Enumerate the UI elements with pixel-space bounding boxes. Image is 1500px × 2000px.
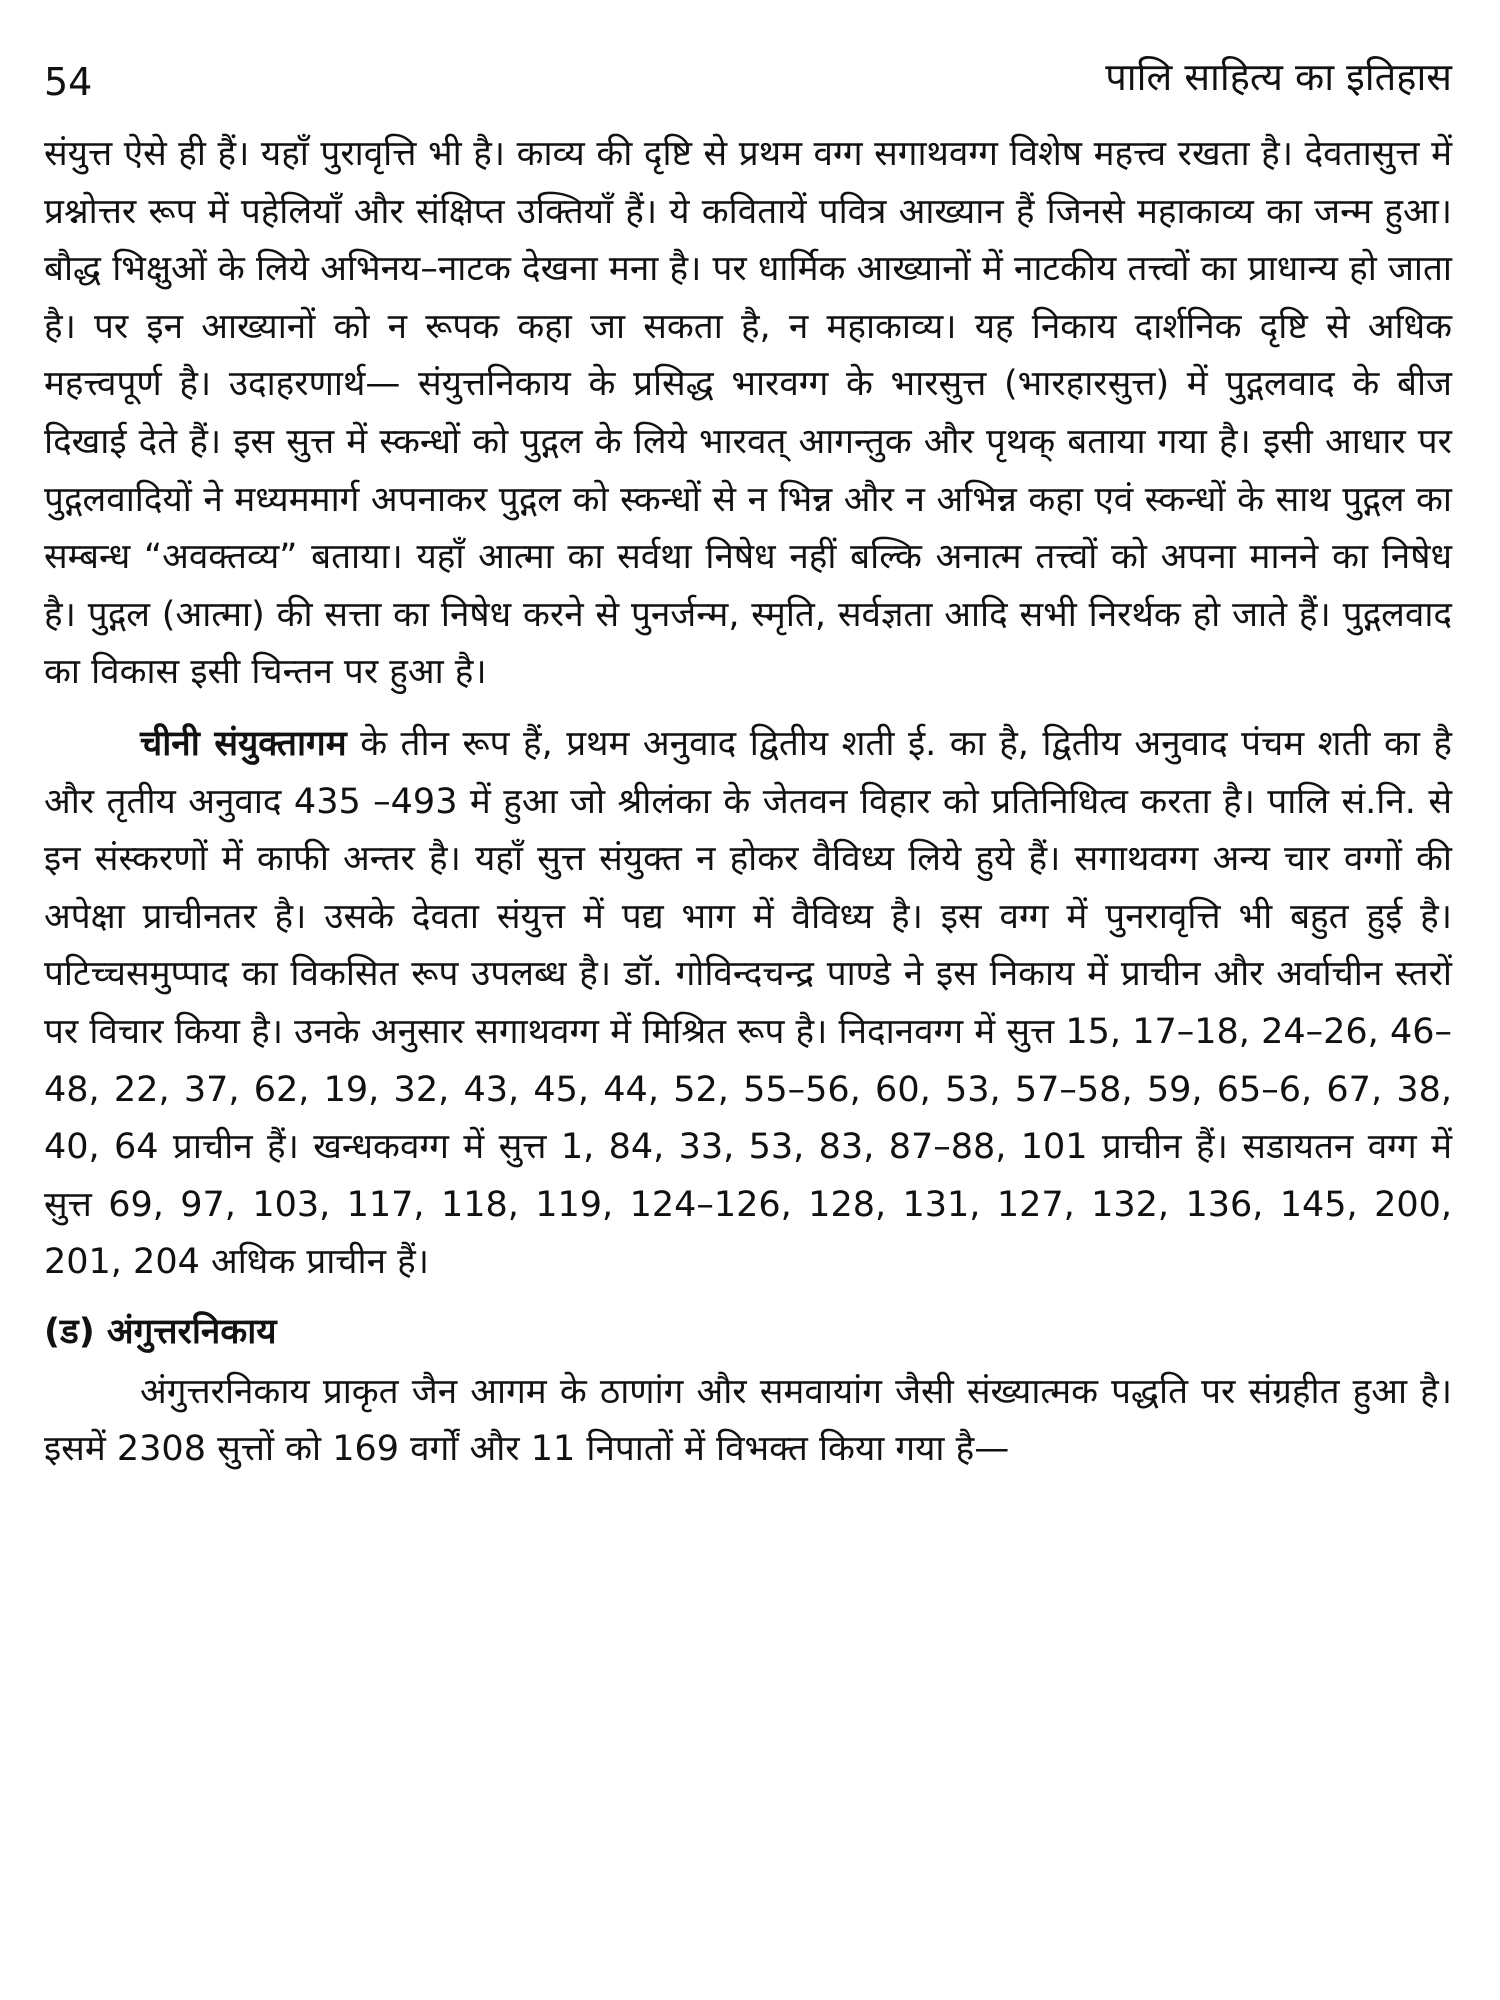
page-number: 54 xyxy=(44,60,93,104)
paragraph-body: के तीन रूप हैं, प्रथम अनुवाद द्वितीय शती ई. का है, द्वितीय अनुवाद पंचम शती का है और तृतीय अनुवाद 435 –493 में हुआ जो श्रीलंका के जेतवन विहार को प्रतिनिधित्व करता है। पालि सं.नि. से इन संस्करणों में काफी अन्तर है। यहाँ सुत्त संयुक्त न होकर वैविध्य लिये हुये हैं। सगाथवग्ग अन्य चार वग्गों की अपेक्षा प्राचीनतर है। उसके देवता संयुत्त में पद्य भाग में वैविध्य है। इस वग्ग में पुनरावृत्ति भी बहुत हुई है। पटिच्चसमुप्पाद का विकसित रूप उपलब्ध है। डॉ. गोविन्दचन्द्र पाण्डे ने इस निकाय में प्राचीन और अर्वाचीन स्तरों पर विचार किया है। उनके अनुसार सगाथवग्ग में मिश्रित रूप है। निदानवग्ग में सुत्त 15, 17–18, 24–26, 46–48, 22, 37, 62, 19, 32, 43, 45, 44, 52, 55–56, 60, 53, 57–58, 59, 65–6, 67, 38, 40, 64 प्राचीन हैं। खन्धकवग्ग में सुत्त 1, 84, 33, 53, 83, 87–88, 101 प्राचीन हैं। सडायतन वग्ग में सुत्त 69, 97, 103, 117, 118, 119, 124–126, 128, 131, 127, 132, 136, 145, 200, 201, 204 अधिक प्राचीन हैं। xyxy=(44,723,1452,1283)
paragraph-chinese-samyuktagama xyxy=(44,716,1452,1292)
running-header xyxy=(44,40,1452,120)
paragraph-samyutta-nikaya: संयुत्त ऐसे ही हैं। यहाँ पुरावृत्ति भी है। काव्य की दृष्टि से प्रथम वग्ग सगाथवग्ग विशेष महत्त्व रखता है। देवतासुत्त में प्रश्नोत्तर रूप में पहेलियाँ और संक्षिप्त उक्तियाँ हैं। ये कवितायें पवित्र आख्यान हैं जिनसे महाकाव्य का जन्म हुआ। बौद्ध भिक्षुओं के लिये अभिनय–नाटक देखना मना है। पर धार्मिक आख्यानों में नाटकीय तत्त्वों का प्राधान्य हो जाता है। पर इन आख्यानों को न रूपक कहा जा सकता है, न महाकाव्य। यह निकाय दार्शनिक दृष्टि से अधिक महत्त्वपूर्ण है। उदाहरणार्थ— संयुत्तनिकाय के प्रसिद्ध भारवग्ग के भारसुत्त (भारहारसुत्त) में पुद्गलवाद के बीज दिखाई देते हैं। इस सुत्त में स्कन्धों को पुद्गल के लिये भारवत् आगन्तुक और पृथक् बताया गया है। इसी आधार पर पुद्गलवादियों ने मध्यममार्ग अपनाकर पुद्गल को स्कन्धों से न भिन्न और न अभिन्न कहा एवं स्कन्धों के साथ पुद्गल का सम्बन्ध “अवक्तव्य” बताया। यहाँ आत्मा का सर्वथा निषेध नहीं बल्कि अनात्म तत्त्वों को अपना मानने का निषेध है। पुद्गल (आत्मा) की सत्ता का निषेध करने से पुनर्जन्म, स्मृति, सर्वज्ञता आदि सभी निरर्थक हो जाते हैं। पुद्गलवाद का विकास इसी चिन्तन पर हुआ है। xyxy=(44,134,1452,693)
bold-term-chinese-samyuktagama: चीनी संयुक्तागम xyxy=(140,723,347,764)
book-title: पालि साहित्य का इतिहास xyxy=(1105,55,1452,99)
section-heading-anguttara-nikaya: (ड) अंगुत्तरनिकाय xyxy=(44,1311,277,1352)
book-page xyxy=(44,40,1452,1980)
paragraph-anguttara-nikaya: अंगुत्तरनिकाय प्राकृत जैन आगम के ठाणांग और समवायांग जैसी संख्यात्मक पद्धति पर संग्रहीत हुआ है। इसमें 2308 सुत्तों को 169 वर्गों और 11 निपातों में विभक्त किया गया है— xyxy=(44,1371,1452,1470)
